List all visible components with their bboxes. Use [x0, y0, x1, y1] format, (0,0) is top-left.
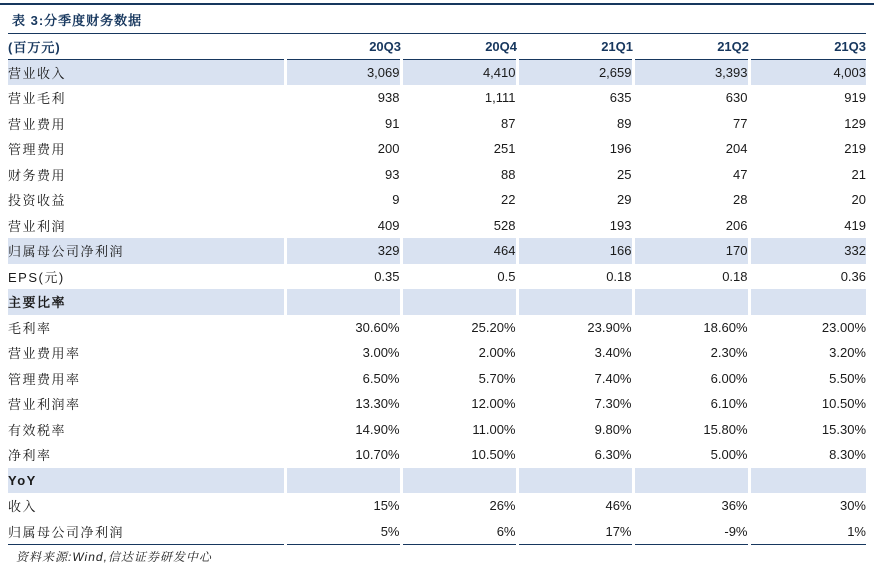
cell-value	[749, 289, 866, 315]
cell-value: 88	[401, 162, 517, 188]
cell-value: 3.40%	[517, 340, 633, 366]
cell-value: 25	[517, 162, 633, 188]
source-note: 资料来源:Wind,信达证券研发中心	[16, 550, 212, 564]
cell-value: 22	[401, 187, 517, 213]
cell-value: 12.00%	[401, 391, 517, 417]
row-label: 营业毛利	[8, 91, 67, 107]
section-row	[8, 468, 866, 494]
quarterly-financials-table	[8, 33, 866, 545]
cell-value: 3.00%	[285, 340, 401, 366]
row-label: YoY	[8, 468, 285, 494]
row-label: 毛利率	[8, 320, 52, 336]
cell-value: 20	[749, 187, 866, 213]
cell-value	[517, 468, 633, 494]
cell-value: -9%	[633, 519, 749, 545]
cell-value: 5.70%	[401, 366, 517, 392]
cell-value: 6.10%	[633, 391, 749, 417]
cell-value: 23.00%	[749, 315, 866, 341]
cell-value	[633, 289, 749, 315]
cell-value	[401, 289, 517, 315]
table-title: 表 3:分季度财务数据	[12, 13, 143, 28]
table-row	[8, 442, 866, 468]
cell-value: 17%	[517, 519, 633, 545]
cell-value: 219	[749, 136, 866, 162]
table-row	[8, 111, 866, 137]
row-label: 管理费用	[8, 142, 67, 158]
cell-value: 635	[517, 85, 633, 111]
cell-value: 47	[633, 162, 749, 188]
cell-value: 5%	[285, 519, 401, 545]
table-row	[8, 264, 866, 290]
cell-value: 30%	[749, 493, 866, 519]
cell-value: 6.50%	[285, 366, 401, 392]
cell-value: 3,393	[633, 60, 749, 86]
cell-value: 2,659	[517, 60, 633, 86]
cell-value: 1,111	[401, 85, 517, 111]
cell-value: 14.90%	[285, 417, 401, 443]
cell-value: 23.90%	[517, 315, 633, 341]
table-row	[8, 213, 866, 239]
cell-value: 36%	[633, 493, 749, 519]
section-row	[8, 289, 866, 315]
cell-value: 25.20%	[401, 315, 517, 341]
cell-value: 0.36	[749, 264, 866, 290]
cell-value: 77	[633, 111, 749, 137]
cell-value: 11.00%	[401, 417, 517, 443]
cell-value: 6%	[401, 519, 517, 545]
cell-value: 13.30%	[285, 391, 401, 417]
cell-value: 93	[285, 162, 401, 188]
cell-value: 15%	[285, 493, 401, 519]
cell-value: 419	[749, 213, 866, 239]
table-row	[8, 315, 866, 341]
row-label: 营业费用	[8, 116, 67, 132]
cell-value: 1%	[749, 519, 866, 545]
table-row	[8, 519, 866, 545]
cell-value: 26%	[401, 493, 517, 519]
cell-value: 89	[517, 111, 633, 137]
cell-value: 15.30%	[749, 417, 866, 443]
cell-value: 3.20%	[749, 340, 866, 366]
cell-value: 10.70%	[285, 442, 401, 468]
cell-value: 200	[285, 136, 401, 162]
cell-value: 251	[401, 136, 517, 162]
cell-value: 129	[749, 111, 866, 137]
cell-value: 5.50%	[749, 366, 866, 392]
cell-value: 938	[285, 85, 401, 111]
table-row	[8, 60, 866, 86]
row-label: EPS(元)	[8, 269, 65, 285]
table-row	[8, 391, 866, 417]
table-row	[8, 417, 866, 443]
cell-value: 15.80%	[633, 417, 749, 443]
cell-value: 29	[517, 187, 633, 213]
row-label: 有效税率	[8, 422, 67, 438]
cell-value: 0.18	[517, 264, 633, 290]
cell-value: 2.30%	[633, 340, 749, 366]
cell-value: 10.50%	[401, 442, 517, 468]
cell-value: 7.40%	[517, 366, 633, 392]
cell-value: 0.5	[401, 264, 517, 290]
table-row	[8, 136, 866, 162]
row-label: 营业收入	[8, 60, 285, 86]
column-header-21q3: 21Q3	[749, 34, 866, 60]
row-label: 营业费用率	[8, 346, 81, 362]
cell-value: 630	[633, 85, 749, 111]
table-row	[8, 340, 866, 366]
column-header-21q2: 21Q2	[633, 34, 749, 60]
row-label: 营业利润率	[8, 397, 81, 413]
cell-value: 166	[517, 238, 633, 264]
column-header-21q1: 21Q1	[517, 34, 633, 60]
table-body	[8, 60, 866, 545]
cell-value	[401, 468, 517, 494]
row-label: 净利率	[8, 448, 52, 464]
row-label: 收入	[8, 499, 38, 515]
cell-value: 8.30%	[749, 442, 866, 468]
column-header-20q4: 20Q4	[401, 34, 517, 60]
cell-value: 528	[401, 213, 517, 239]
top-divider-rule	[0, 3, 874, 5]
cell-value: 2.00%	[401, 340, 517, 366]
table-row	[8, 238, 866, 264]
row-label: 管理费用率	[8, 371, 81, 387]
row-label: 营业利润	[8, 218, 67, 234]
table-row	[8, 187, 866, 213]
cell-value: 6.30%	[517, 442, 633, 468]
cell-value: 329	[285, 238, 401, 264]
table-row	[8, 85, 866, 111]
table-row	[8, 366, 866, 392]
cell-value: 10.50%	[749, 391, 866, 417]
row-label: 财务费用	[8, 167, 67, 183]
cell-value: 170	[633, 238, 749, 264]
cell-value: 3,069	[285, 60, 401, 86]
cell-value: 28	[633, 187, 749, 213]
cell-value: 0.18	[633, 264, 749, 290]
table-header	[8, 34, 866, 60]
cell-value	[749, 468, 866, 494]
unit-label: (百万元)	[8, 34, 285, 60]
table-row	[8, 162, 866, 188]
row-label: 归属母公司净利润	[8, 524, 125, 540]
header-row	[8, 34, 866, 60]
row-label: 投资收益	[8, 193, 67, 209]
cell-value: 4,410	[401, 60, 517, 86]
cell-value: 6.00%	[633, 366, 749, 392]
cell-value: 409	[285, 213, 401, 239]
cell-value: 4,003	[749, 60, 866, 86]
cell-value: 9.80%	[517, 417, 633, 443]
column-header-20q3: 20Q3	[285, 34, 401, 60]
cell-value: 21	[749, 162, 866, 188]
cell-value: 9	[285, 187, 401, 213]
cell-value: 204	[633, 136, 749, 162]
cell-value: 464	[401, 238, 517, 264]
cell-value: 196	[517, 136, 633, 162]
table-row	[8, 493, 866, 519]
row-label: 归属母公司净利润	[8, 238, 285, 264]
cell-value: 0.35	[285, 264, 401, 290]
cell-value: 46%	[517, 493, 633, 519]
cell-value: 30.60%	[285, 315, 401, 341]
cell-value	[285, 468, 401, 494]
cell-value: 206	[633, 213, 749, 239]
cell-value	[633, 468, 749, 494]
cell-value: 193	[517, 213, 633, 239]
cell-value: 5.00%	[633, 442, 749, 468]
cell-value: 919	[749, 85, 866, 111]
cell-value: 91	[285, 111, 401, 137]
cell-value	[285, 289, 401, 315]
cell-value: 18.60%	[633, 315, 749, 341]
cell-value	[517, 289, 633, 315]
cell-value: 87	[401, 111, 517, 137]
cell-value: 332	[749, 238, 866, 264]
row-label: 主要比率	[8, 289, 285, 315]
cell-value: 7.30%	[517, 391, 633, 417]
